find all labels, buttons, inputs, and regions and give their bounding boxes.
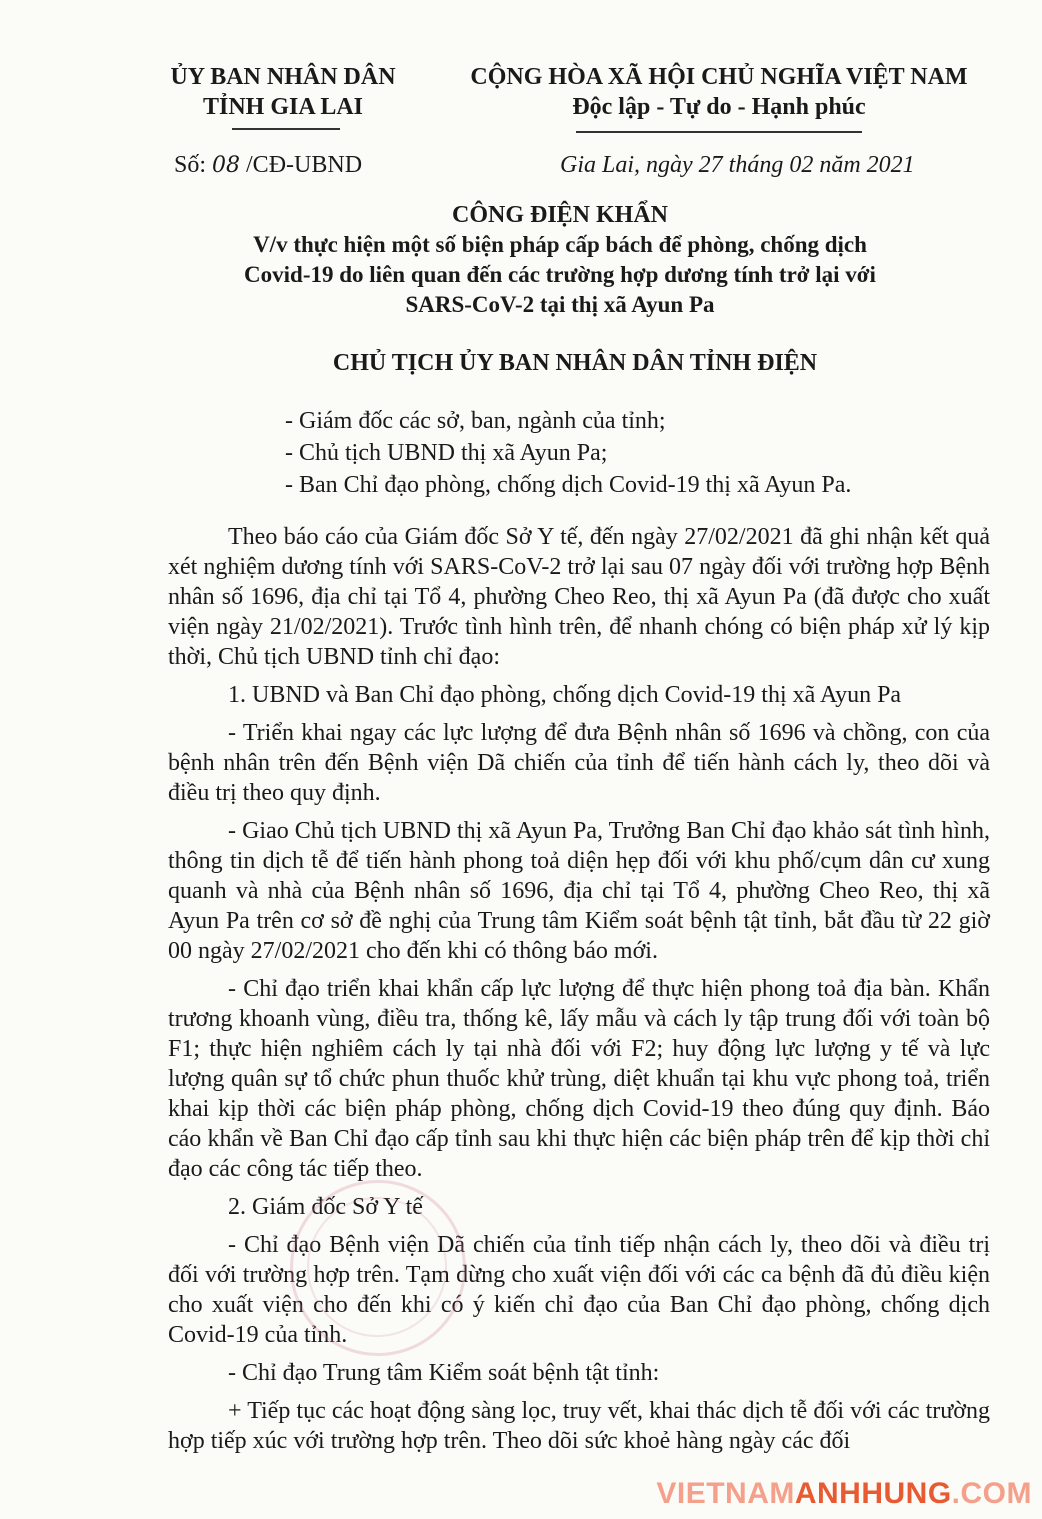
faint-seal-stamp — [290, 1180, 466, 1356]
recipient-list — [285, 406, 985, 502]
body-paragraph: - Chỉ đạo triển khai khẩn cấp lực lượng để thực hiện phong toả địa bàn. Khẩn trương khoanh vùng, điều tra, thống kê, lấy mẫu và cách ly tập trung đối với toàn bộ F1; thực hiện nghiêm cách ly tại nhà đối với F2; huy động lực lượng y tế và lực lượng quân sự tổ chức phun thuốc khử trùng, diệt khuẩn tại khu vực phong toả, triển khai kịp thời các biện pháp phòng, chống dịch Covid-19 theo đúng quy định. Báo cáo khẩn về Ban Chỉ đạo cấp tỉnh sau khi thực hiện các biện pháp trên để kịp thời chỉ đạo các công tác tiếp theo. — [168, 976, 990, 1182]
body-paragraph: Theo báo cáo của Giám đốc Sở Y tế, đến ngày 27/02/2021 đã ghi nhận kết quả xét nghiệm dương tính với SARS-CoV-2 trở lại sau 07 ngày đối với trường hợp Bệnh nhân số 1696, địa chỉ tại Tổ 4, phường Cheo Reo, thị xã Ayun Pa (đã được cho xuất viện ngày 21/02/2021). Trước tình hình trên, để nhanh chóng có biện pháp xử lý kịp thời, Chủ tịch UBND tỉnh chỉ đạo: — [168, 524, 990, 670]
authority-line-2: TỈNH GIA LAI — [202, 94, 364, 120]
body-paragraph: - Triển khai ngay các lực lượng để đưa Bệnh nhân số 1696 và chồng, con của bệnh nhân trên đến Bệnh viện Dã chiến của tỉnh để tiến hành cách ly, theo dõi và điều trị theo quy định. — [168, 720, 990, 806]
watermark-part-3: .COM — [951, 1477, 1032, 1510]
watermark-part-1: VIETNAM — [656, 1477, 795, 1510]
document-number — [174, 150, 362, 181]
body-paragraph: - Giao Chủ tịch UBND thị xã Ayun Pa, Trưởng Ban Chỉ đạo khảo sát tình hình, thông tin dịch tễ để tiến hành phong toả diện hẹp đối với khu phố/cụm dân cư xung quanh và nhà của Bệnh nhân số 1696, địa chỉ tại Tổ 4, phường Cheo Reo, thị xã Ayun Pa trên cơ sở đề nghị của Trung tâm Kiểm soát bệnh tật tỉnh, bắt đầu từ 22 giờ 00 ngày 27/02/2021 cho đến khi có thông báo mới. — [168, 818, 990, 964]
recipient-item: - Ban Chỉ đạo phòng, chống dịch Covid-19 thị xã Ayun Pa. — [285, 472, 852, 498]
national-motto — [458, 62, 980, 122]
title-subject-1: V/v thực hiện một số biện pháp cấp bách để phòng, chống dịch — [253, 232, 867, 257]
recipient-item: - Giám đốc các sở, ban, ngành của tỉnh; — [285, 408, 666, 434]
authority-line-1: ỦY BAN NHÂN DÂN — [170, 64, 396, 90]
motto-underline — [576, 131, 862, 133]
number-suffix: /CĐ-UBND — [246, 152, 363, 178]
document-body — [168, 522, 990, 1464]
country-name: CỘNG HÒA XÃ HỘI CHỦ NGHĨA VIỆT NAM — [470, 64, 968, 90]
issuer-line: CHỦ TỊCH ỦY BAN NHÂN DÂN TỈNH ĐIỆN — [332, 350, 818, 376]
recipient-item: - Chủ tịch UBND thị xã Ayun Pa; — [285, 440, 608, 466]
body-paragraph: - Chỉ đạo Trung tâm Kiểm soát bệnh tật tỉnh: — [228, 1360, 660, 1386]
number-label: Số: — [174, 152, 207, 178]
section-heading: 2. Giám đốc Sở Y tế — [228, 1194, 423, 1220]
document-title — [190, 200, 930, 320]
seal-inner-ring — [307, 1197, 447, 1337]
title-subject-2: Covid-19 do liên quan đến các trường hợp dương tính trở lại với — [244, 262, 876, 287]
watermark-part-2: ANHHUNG — [794, 1477, 952, 1510]
section-heading: 1. UBND và Ban Chỉ đạo phòng, chống dịch Covid-19 thị xã Ayun Pa — [228, 682, 902, 708]
number-value: 08 — [212, 153, 241, 178]
title-main: CÔNG ĐIỆN KHẨN — [451, 202, 668, 228]
document-date: Gia Lai, ngày 27 tháng 02 năm 2021 — [560, 152, 915, 178]
issuing-authority — [168, 62, 398, 122]
authority-underline — [232, 128, 340, 130]
motto: Độc lập - Tự do - Hạnh phúc — [572, 94, 866, 120]
title-subject-3: SARS-CoV-2 tại thị xã Ayun Pa — [405, 292, 715, 317]
body-paragraph: - Chỉ đạo Bệnh viện Dã chiến của tỉnh tiếp nhận cách ly, theo dõi và điều trị đối với trường hợp trên. Tạm dừng cho xuất viện đối với các ca bệnh đã đủ điều kiện cho xuất viện cho đến khi có ý kiến chỉ đạo của Ban Chỉ đạo phòng, chống dịch Covid-19 của tỉnh. — [168, 1232, 990, 1348]
document-header — [0, 62, 1042, 142]
site-watermark — [656, 1477, 1032, 1511]
body-paragraph: + Tiếp tục các hoạt động sàng lọc, truy vết, khai thác dịch tễ đối với các trường hợp tiếp xúc với trường hợp trên. Theo dõi sức khoẻ hàng ngày các đối — [168, 1398, 990, 1454]
